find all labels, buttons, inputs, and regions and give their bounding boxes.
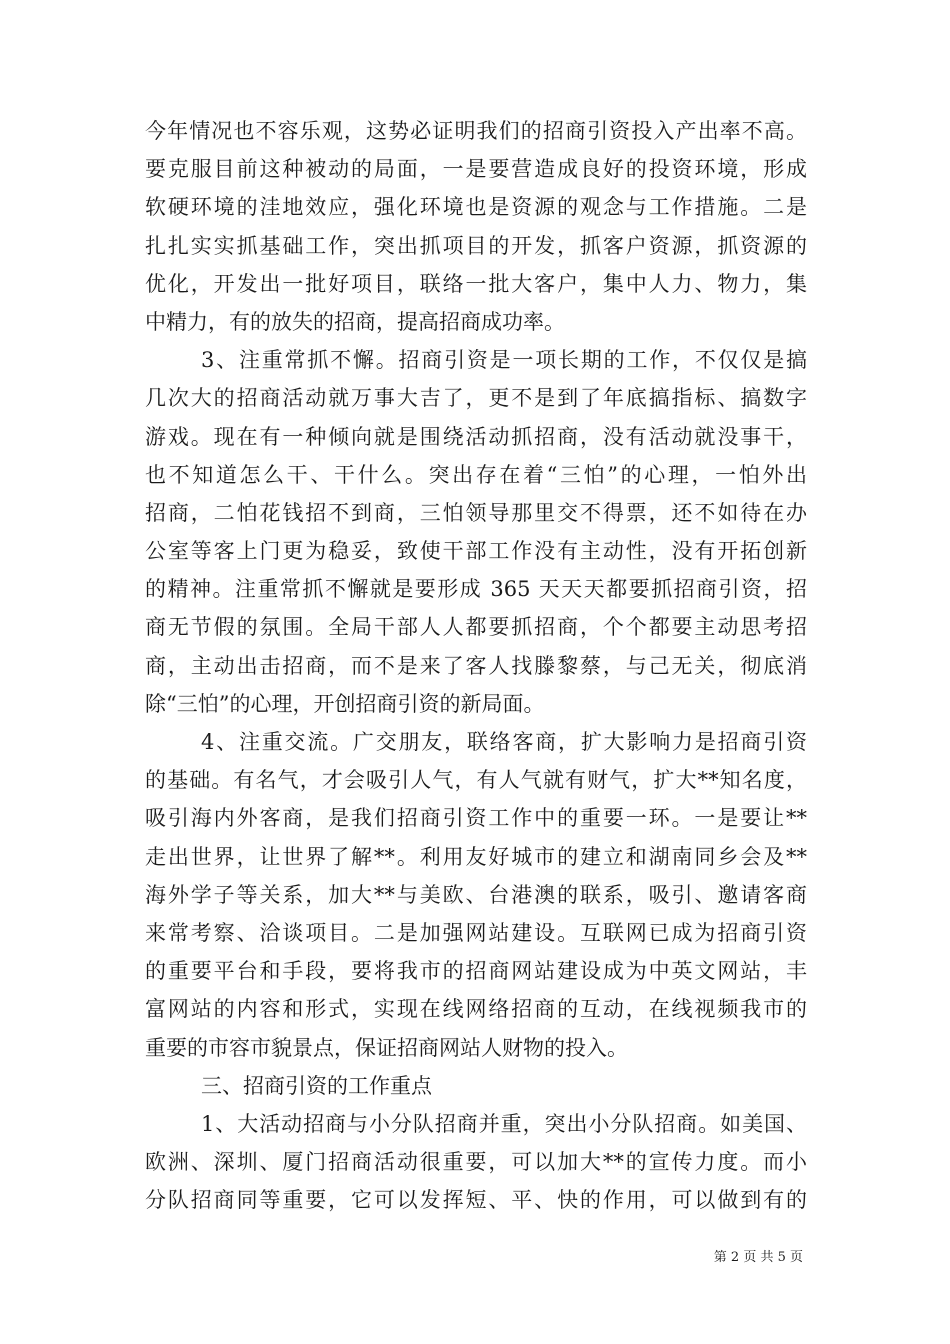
text-line: 中精力，有的放失的招商，提高招商成功率。 [145, 309, 565, 334]
text-line: 重要的市容市貌景点，保证招商网站人财物的投入。 [145, 1035, 628, 1060]
text-line: 富网站的内容和形式，实现在线网络招商的互动，在线视频我市的 [145, 997, 807, 1022]
text-line: 走出世界，让世界了解**。利用友好城市的建立和湖南同乡会及** [145, 844, 807, 869]
document-body [145, 112, 807, 1219]
text-line: 海外学子等关系，加大**与美欧、台港澳的联系，吸引、邀请客商 [145, 882, 807, 907]
text-line: 商无节假的氛围。全局干部人人都要抓招商，个个都要主动思考招 [145, 615, 807, 640]
text-line: 分队招商同等重要，它可以发挥短、平、快的作用，可以做到有的 [145, 1188, 807, 1213]
text-line: 今年情况也不容乐观，这势必证明我们的招商引资投入产出率不高。 [145, 119, 807, 143]
text-line: 软硬环境的洼地效应，强化环境也是资源的观念与工作措施。二是 [145, 195, 807, 220]
text-line: 商，主动出击招商，而不是来了客人找滕黎蔡，与己无关，彻底消 [145, 653, 807, 678]
text-line: 吸引海内外客商，是我们招商引资工作中的重要一环。一是要让** [145, 806, 807, 831]
text-line: 的重要平台和手段，要将我市的招商网站建设成为中英文网站，丰 [145, 959, 807, 984]
text-line: 欧洲、深圳、厦门招商活动很重要，可以加大**的宣传力度。而小 [145, 1150, 807, 1175]
text-line: 扎扎实实抓基础工作，突出抓项目的开发，抓客户资源，抓资源的 [145, 233, 807, 258]
text-line: 来常考察、洽谈项目。二是加强网站建设。互联网已成为招商引资 [145, 920, 807, 945]
text-line: 的精神。注重常抓不懈就是要形成 365 天天天都要抓招商引资，招 [145, 577, 807, 602]
text-line: 几次大的招商活动就万事大吉了，更不是到了年底搞指标、搞数字 [145, 386, 807, 411]
page-number: 第 2 页 共 5 页 [713, 1250, 803, 1265]
paragraph-heading-4: 4、注重交流。广交朋友，联络客商，扩大影响力是招商引资 [201, 730, 807, 754]
paragraph-heading-1: 1、大活动招商与小分队招商并重，突出小分队招商。如美国、 [201, 1111, 807, 1136]
section-heading: 三、招商引资的工作重点 [201, 1073, 432, 1098]
text-line: 的基础。有名气，才会吸引人气，有人气就有财气，扩大**知名度， [145, 768, 807, 793]
text-line: 公室等客上门更为稳妥，致使干部工作没有主动性，没有开拓创新 [145, 539, 807, 564]
text-line: 要克服目前这种被动的局面，一是要营造成良好的投资环境，形成 [145, 157, 807, 182]
text-line: 除“三怕”的心理，开创招商引资的新局面。 [145, 691, 545, 716]
paragraph-heading-3: 3、注重常抓不懈。招商引资是一项长期的工作，不仅仅是搞 [201, 348, 807, 373]
text-line: 游戏。现在有一种倾向就是围绕活动抓招商，没有活动就没事干， [145, 424, 807, 449]
text-line: 也不知道怎么干、干什么。突出存在着“三怕”的心理，一怕外出 [145, 462, 807, 487]
text-line: 招商，二怕花钱招不到商，三怕领导那里交不得票，还不如待在办 [145, 500, 807, 525]
text-line: 优化，开发出一批好项目，联络一批大客户，集中人力、物力，集 [145, 271, 807, 296]
